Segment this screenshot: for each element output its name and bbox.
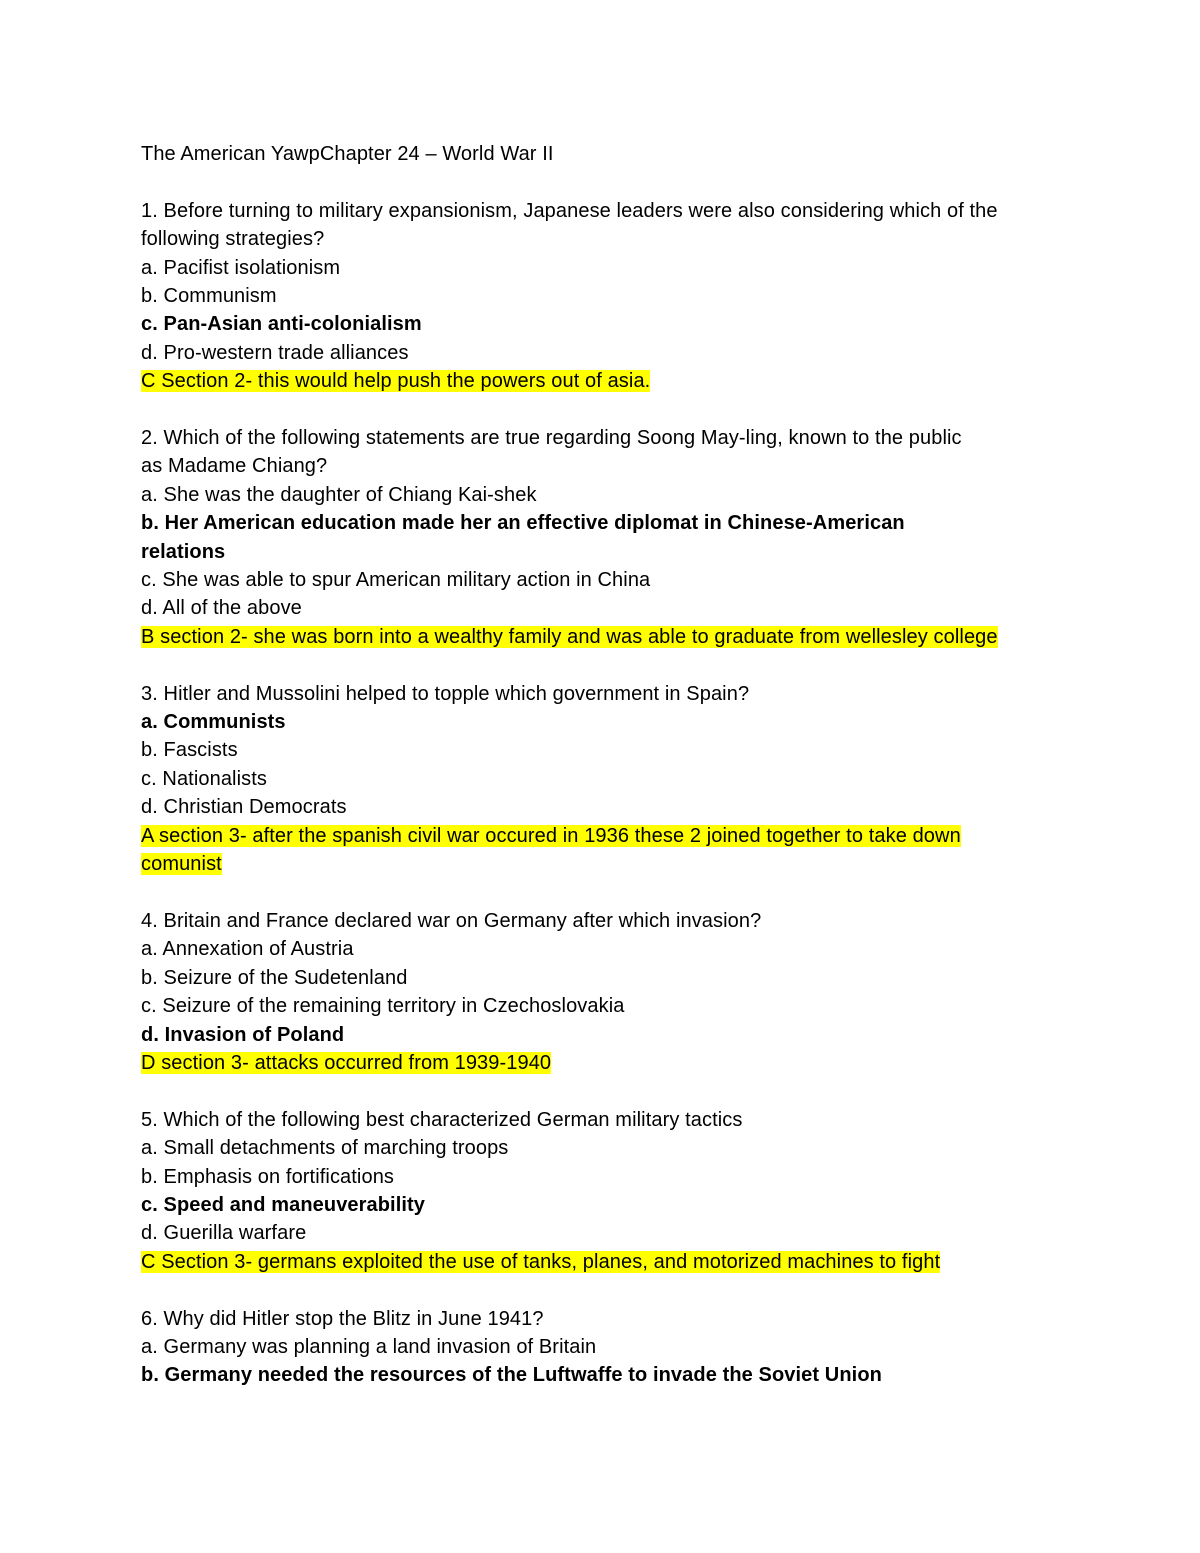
answer-option: a. Small detachments of marching troops bbox=[141, 1137, 509, 1160]
question-prompt: 5. Which of the following best characterized German military tactics bbox=[141, 1108, 743, 1131]
correct-answer-option: c. Speed and maneuverability bbox=[141, 1193, 426, 1216]
spacer bbox=[141, 1077, 1071, 1105]
correct-answer-option: b. Germany needed the resources of the Luftwaffe to invade the Soviet Union bbox=[141, 1364, 882, 1387]
answer-option: d. Guerilla warfare bbox=[141, 1222, 307, 1245]
answer-option: d. Christian Democrats bbox=[141, 796, 347, 819]
spacer bbox=[141, 879, 1071, 907]
question-3 bbox=[141, 680, 1071, 879]
question-prompt: 4. Britain and France declared war on Germany after which invasion? bbox=[141, 909, 762, 932]
document-page bbox=[141, 140, 1071, 1390]
answer-option: a. Germany was planning a land invasion of Britain bbox=[141, 1335, 597, 1358]
correct-answer-option: c. Pan-Asian anti-colonialism bbox=[141, 313, 422, 336]
spacer bbox=[141, 396, 1071, 424]
answer-option: d. Pro-western trade alliances bbox=[141, 341, 409, 364]
question-2 bbox=[141, 424, 1071, 651]
question-prompt-continued: as Madame Chiang? bbox=[141, 455, 328, 478]
answer-option: d. All of the above bbox=[141, 597, 302, 620]
answer-option: c. Seizure of the remaining territory in Czechoslovakia bbox=[141, 995, 625, 1018]
spacer bbox=[141, 1276, 1071, 1304]
question-4 bbox=[141, 907, 1071, 1077]
highlighted-answer-note: C Section 3- germans exploited the use of tanks, planes, and motorized machines to fight bbox=[141, 1250, 941, 1273]
answer-option: a. She was the daughter of Chiang Kai-shek bbox=[141, 483, 537, 506]
highlighted-answer-note: D section 3- attacks occurred from 1939-1940 bbox=[141, 1051, 552, 1074]
document-title: The American YawpChapter 24 – World War II bbox=[141, 143, 554, 165]
correct-answer-option: d. Invasion of Poland bbox=[141, 1023, 345, 1046]
question-6 bbox=[141, 1305, 1071, 1390]
answer-option: a. Annexation of Austria bbox=[141, 938, 354, 961]
answer-option: c. She was able to spur American military action in China bbox=[141, 569, 651, 592]
answer-option: a. Pacifist isolationism bbox=[141, 256, 341, 279]
question-prompt: 3. Hitler and Mussolini helped to topple which government in Spain? bbox=[141, 682, 750, 705]
answer-option: b. Emphasis on fortifications bbox=[141, 1165, 395, 1188]
highlighted-answer-note: C Section 2- this would help push the powers out of asia. bbox=[141, 370, 651, 393]
highlighted-answer-note: B section 2- she was born into a wealthy family and was able to graduate from wellesley college bbox=[141, 625, 998, 648]
highlighted-answer-note: A section 3- after the spanish civil war occured in 1936 these 2 joined together to take down bbox=[141, 824, 961, 847]
answer-option: c. Nationalists bbox=[141, 767, 267, 790]
question-prompt-continued: following strategies? bbox=[141, 228, 325, 251]
question-5 bbox=[141, 1106, 1071, 1276]
answer-option: b. Seizure of the Sudetenland bbox=[141, 966, 408, 989]
spacer bbox=[141, 651, 1071, 679]
correct-answer-option: a. Communists bbox=[141, 711, 286, 734]
question-prompt: 6. Why did Hitler stop the Blitz in June 1941? bbox=[141, 1307, 544, 1330]
question-prompt: 1. Before turning to military expansionism, Japanese leaders were also considering which of the bbox=[141, 199, 998, 222]
spacer bbox=[141, 168, 1071, 196]
question-1 bbox=[141, 197, 1071, 396]
correct-answer-option-continued: relations bbox=[141, 540, 226, 563]
answer-option: b. Communism bbox=[141, 285, 277, 308]
highlighted-answer-note-continued: comunist bbox=[141, 853, 222, 876]
question-prompt: 2. Which of the following statements are true regarding Soong May-ling, known to the public bbox=[141, 427, 962, 450]
answer-option: b. Fascists bbox=[141, 739, 238, 762]
correct-answer-option: b. Her American education made her an effective diplomat in Chinese-American bbox=[141, 512, 905, 535]
